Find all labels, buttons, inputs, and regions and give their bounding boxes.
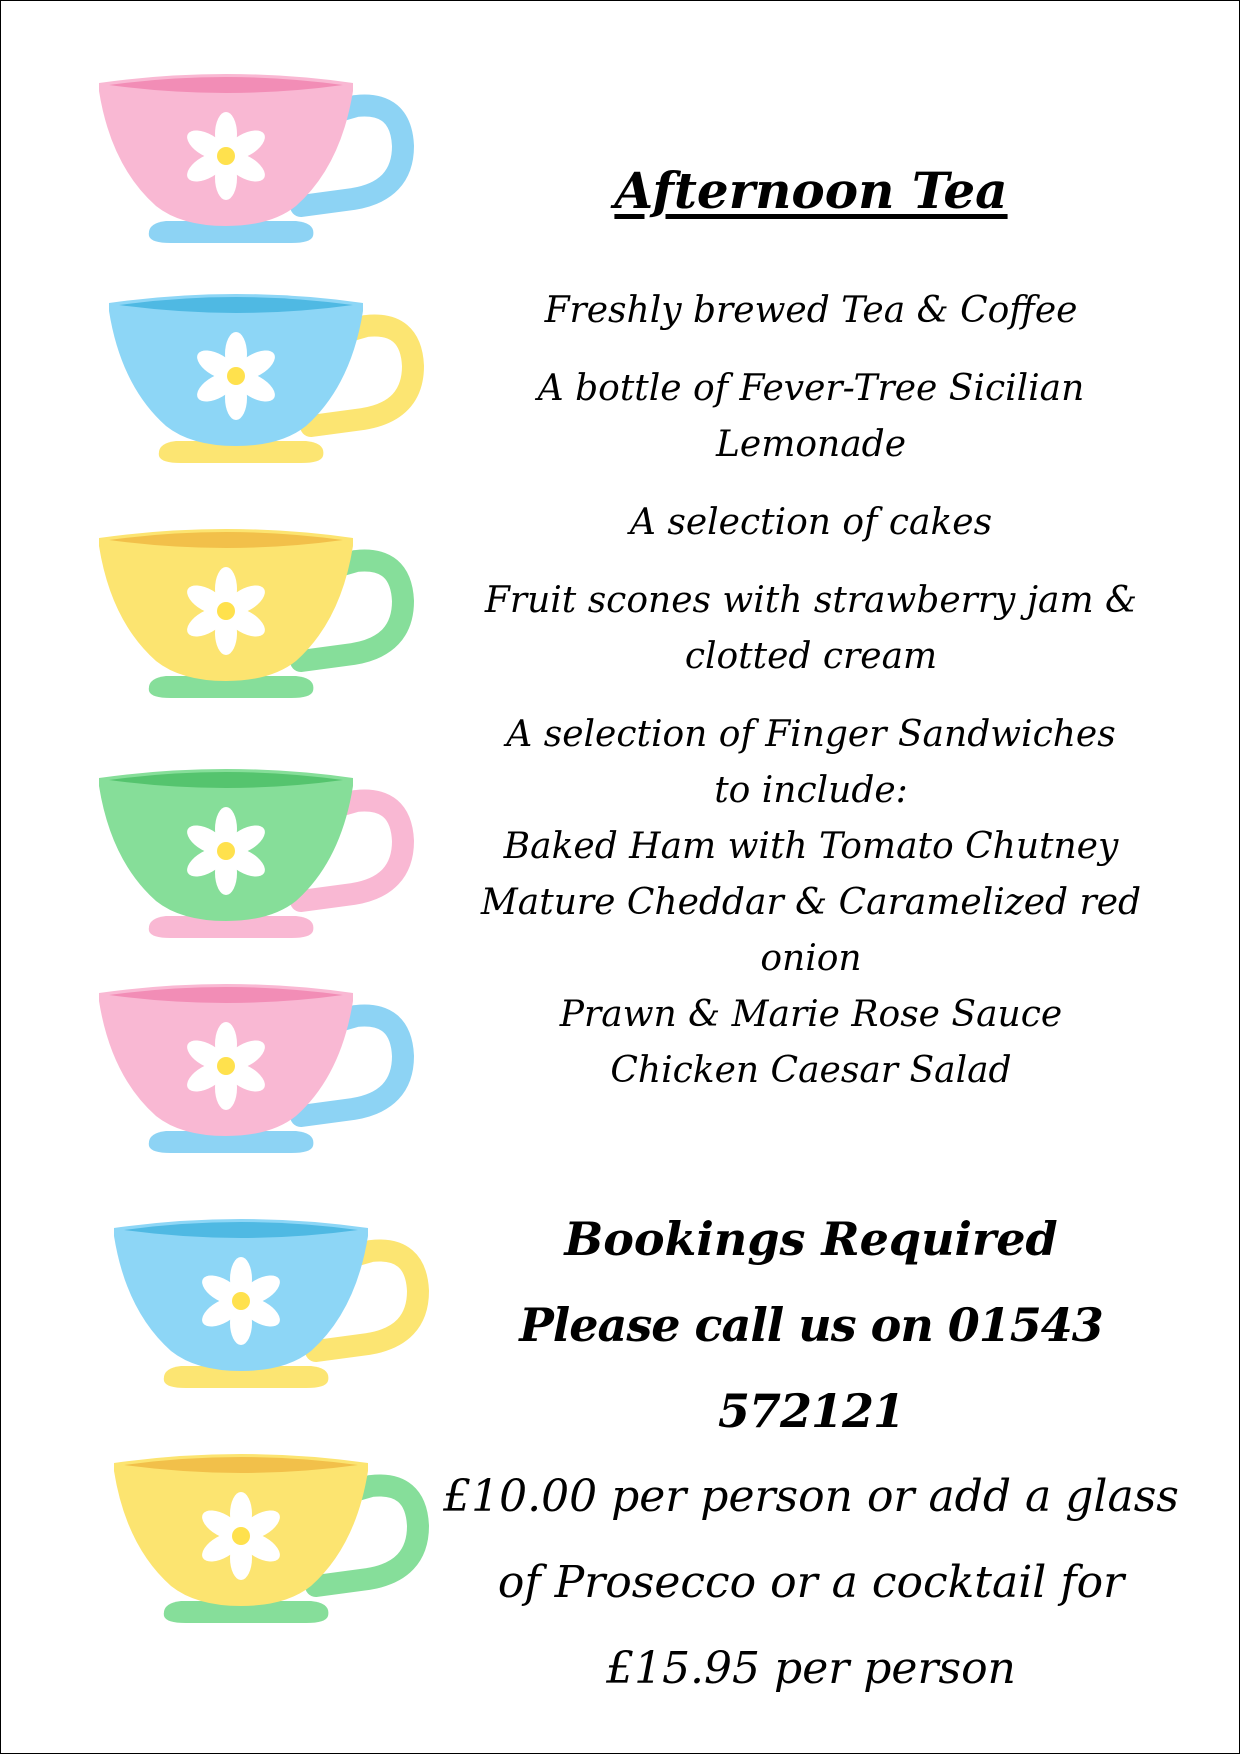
menu-item-text: clotted cream [684,636,938,677]
teacup-icon [91,766,451,966]
sandwich-list [451,707,1171,1099]
price-line: £10.00 per person or add a glass [443,1471,1179,1522]
teacup-icon [91,981,451,1181]
menu-item [451,283,1171,339]
phone-number: Please call us on 01543 572121 [519,1298,1103,1438]
sandwich-item: Baked Ham with Tomato Chutney [503,826,1119,867]
teacup-icon [91,71,451,271]
sandwich-heading: to include: [714,770,908,811]
menu-item-text: Fruit scones with strawberry jam & [484,580,1138,621]
menu-item-text: Lemonade [715,424,907,465]
sandwich-item: Chicken Caesar Salad [610,1050,1012,1091]
price-line: of Prosecco or a cocktail for [497,1557,1125,1608]
menu-item-text: A bottle of Fever-Tree Sicilian [537,368,1085,409]
menu-item [451,361,1171,473]
sandwich-item: Mature Cheddar & Caramelized red [480,882,1142,923]
menu-list [451,283,1171,1099]
sandwich-item: onion [760,938,862,979]
teacup-icon [101,291,461,491]
menu-item [451,573,1171,685]
menu-item-text: Freshly brewed Tea & Coffee [544,290,1078,331]
menu-item [451,495,1171,551]
bookings-required: Bookings Required [564,1212,1058,1266]
sandwich-item: Prawn & Marie Rose Sauce [559,994,1063,1035]
price-line: £15.95 per person [606,1643,1016,1694]
teacup-icon [106,1216,466,1416]
booking-info [441,1196,1181,1712]
teacup-icon [106,1451,466,1651]
menu-item-text: A selection of cakes [629,502,993,543]
sandwich-heading: A selection of Finger Sandwiches [506,714,1116,755]
page-title: Afternoon Tea [614,161,1008,220]
teacup-icon [91,526,451,726]
